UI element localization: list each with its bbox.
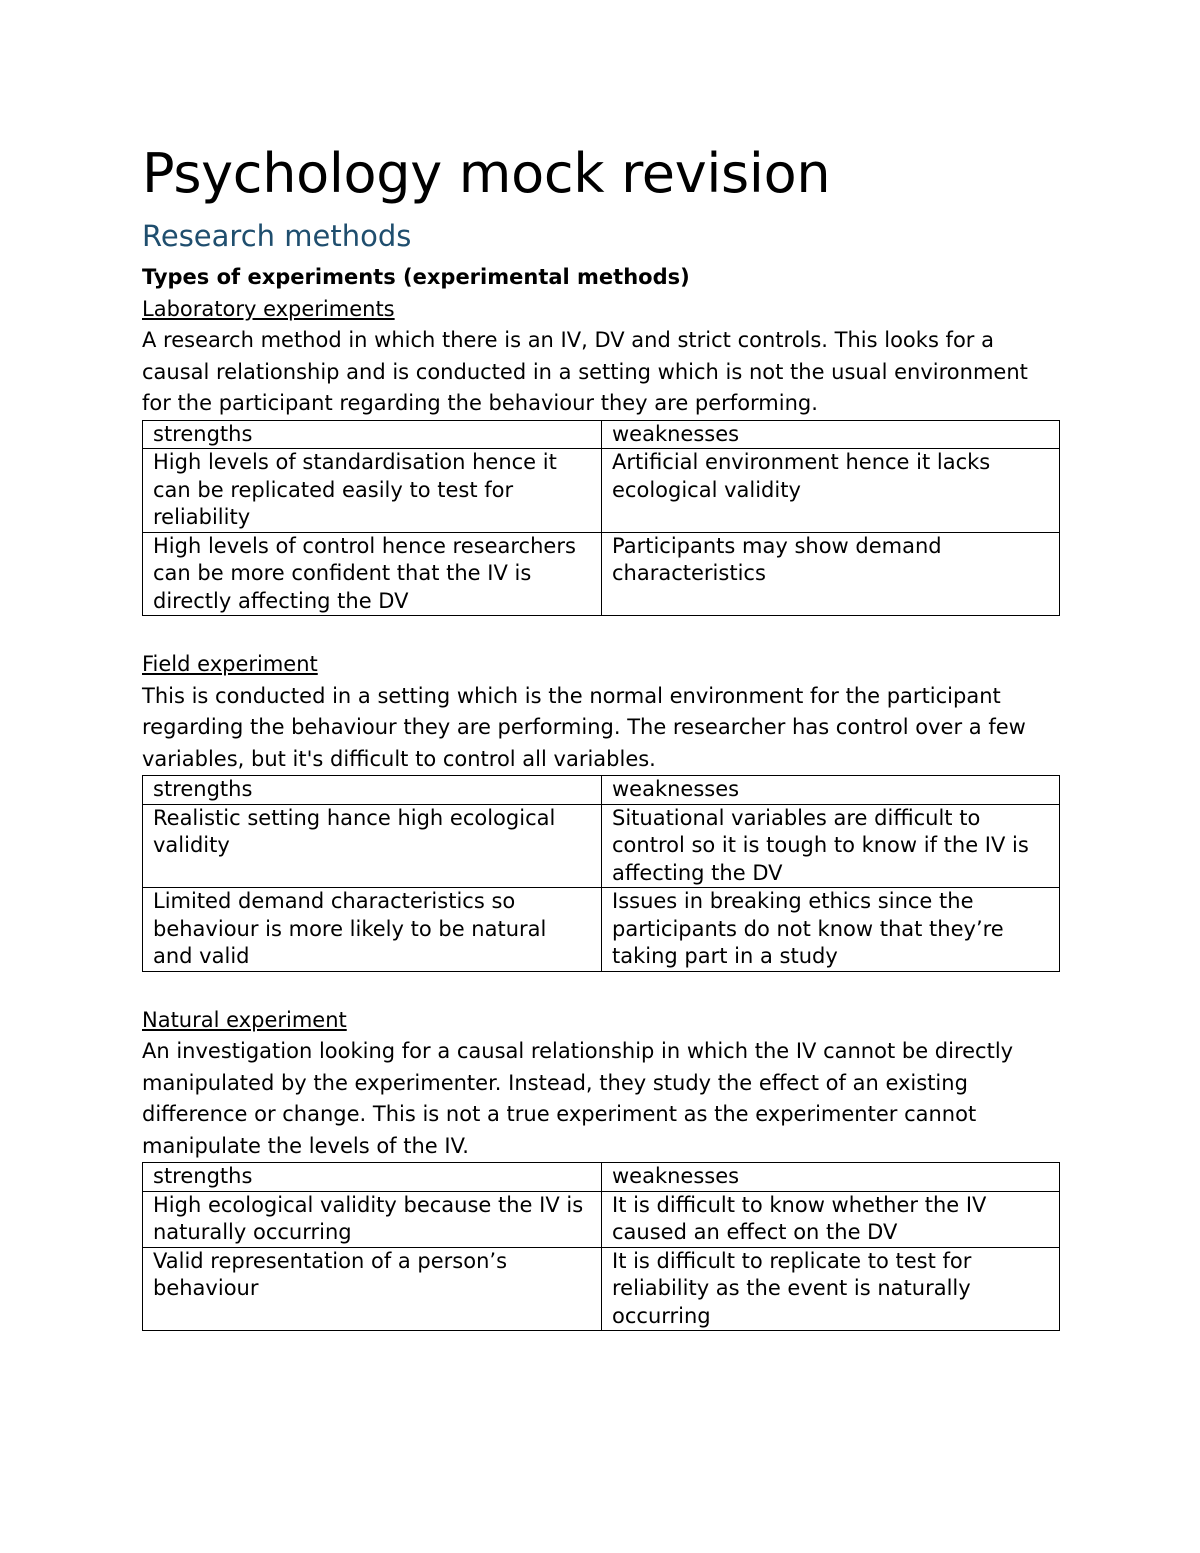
table-cell-weakness: Participants may show demand characteristics <box>602 532 1060 616</box>
spacer <box>142 972 1060 1005</box>
table-cell-strength: Realistic setting hance high ecological validity <box>143 804 602 888</box>
table-header-strengths: strengths <box>143 1163 602 1192</box>
page-title: Psychology mock revision <box>142 142 831 205</box>
table-cell-weakness: Artificial environment hence it lacks ecological validity <box>602 449 1060 533</box>
table-cell-weakness: Situational variables are difficult to control so it is tough to know if the IV is affecting the DV <box>602 804 1060 888</box>
laboratory-description: A research method in which there is an IV, DV and strict controls. This looks for a causal relationship and is conducted in a setting which is not the usual environment for the participant regarding the behaviour they are performing. <box>142 328 1028 415</box>
table-header-strengths: strengths <box>143 420 602 449</box>
table-cell-strength: Limited demand characteristics so behaviour is more likely to be natural and valid <box>143 888 602 972</box>
table-cell-weakness: Issues in breaking ethics since the participants do not know that they’re taking part in a study <box>602 888 1060 972</box>
table-header-row <box>143 420 1060 449</box>
table-row <box>143 532 1060 616</box>
table-header-weaknesses: weaknesses <box>602 776 1060 805</box>
table-row <box>143 1191 1060 1247</box>
table-cell-weakness: It is difficult to replicate to test for reliability as the event is naturally occurring <box>602 1247 1060 1331</box>
natural-table <box>142 1162 1060 1331</box>
table-row <box>143 1247 1060 1331</box>
section-heading: Research methods <box>142 219 412 253</box>
field-title: Field experiment <box>142 652 318 676</box>
table-row <box>143 804 1060 888</box>
laboratory-table <box>142 420 1060 617</box>
table-cell-strength: High levels of standardisation hence it can be replicated easily to test for reliability <box>143 449 602 533</box>
table-header-row <box>143 776 1060 805</box>
table-header-weaknesses: weaknesses <box>602 1163 1060 1192</box>
table-row <box>143 449 1060 533</box>
table-header-weaknesses: weaknesses <box>602 420 1060 449</box>
document-page <box>142 138 1060 1331</box>
natural-description: An investigation looking for a causal relationship in which the IV cannot be directly manipulated by the experimenter. Instead, they study the effect of an existing difference or change. This is not a true experiment as the experimenter cannot manipulate the levels of the IV. <box>142 1039 1014 1158</box>
spacer <box>142 616 1060 649</box>
field-description: This is conducted in a setting which is the normal environment for the participant regarding the behaviour they are performing. The researcher has control over a few variables, but it's difficult to control all variables. <box>142 683 1026 771</box>
field-table <box>142 775 1060 972</box>
table-header-strengths: strengths <box>143 776 602 805</box>
table-cell-strength: High levels of control hence researchers can be more confident that the IV is directly affecting the DV <box>143 532 602 616</box>
laboratory-title: Laboratory experiments <box>142 296 395 321</box>
table-cell-weakness: It is difficult to know whether the IV caused an effect on the DV <box>602 1191 1060 1247</box>
table-cell-strength: Valid representation of a person’s behaviour <box>143 1247 602 1331</box>
table-cell-strength: High ecological validity because the IV is naturally occurring <box>143 1191 602 1247</box>
table-header-row <box>143 1163 1060 1192</box>
natural-title: Natural experiment <box>142 1007 347 1032</box>
sub-heading: Types of experiments (experimental methods) <box>142 265 690 289</box>
table-row <box>143 888 1060 972</box>
